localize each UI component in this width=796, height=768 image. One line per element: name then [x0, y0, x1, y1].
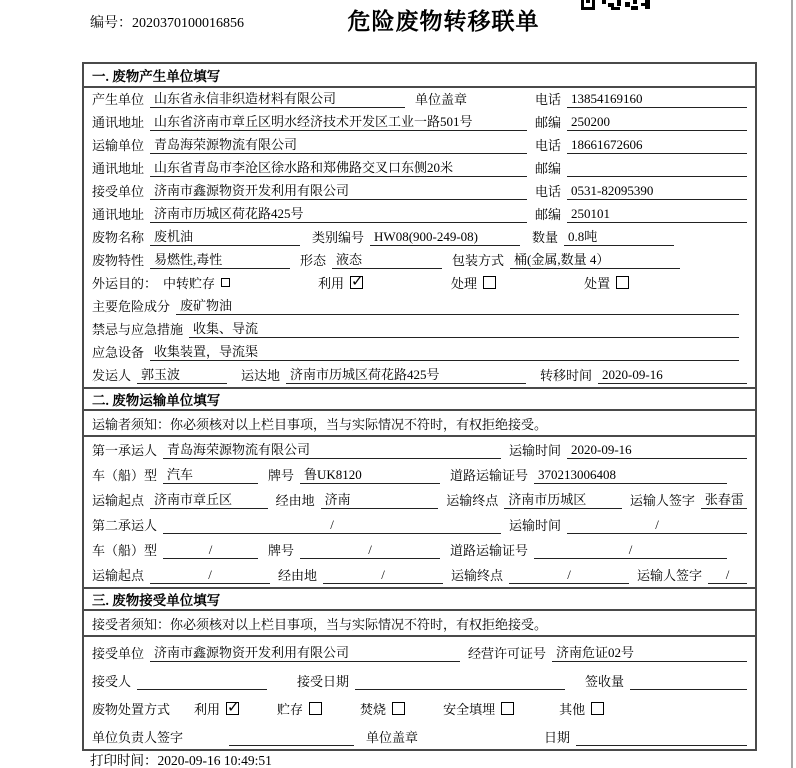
print-time-label: 打印时间： — [90, 753, 158, 768]
purpose-option-label: 处理 — [451, 276, 478, 291]
route1-row — [84, 487, 755, 512]
sign2-field: / — [708, 567, 747, 584]
hazard-field: 废矿物油 — [176, 295, 739, 315]
purpose-option-transfer-storage — [163, 273, 230, 292]
character-field: 易燃性,毒性 — [150, 249, 290, 269]
vehicle2-field: / — [163, 542, 258, 559]
transporter-notice: 运输者须知：你必须核对以上栏目事项，当与实际情况不符时，有权拒绝接受。 — [84, 411, 755, 437]
waste-name-row — [84, 226, 755, 249]
section1-header: 一. 废物产生单位填写 — [84, 64, 755, 88]
checkbox-disposal-incinerate[interactable] — [392, 702, 405, 715]
road-cert1-field: 370213006408 — [534, 467, 727, 484]
equipment-label: 应急设备 — [92, 345, 145, 360]
shipper-label: 发运人 — [92, 368, 132, 383]
packing-field: 桶(金属,数量 4） — [510, 249, 680, 269]
origin2-label: 运输起点 — [92, 568, 145, 583]
plate2-field: / — [300, 542, 440, 559]
purpose-option-label: 利用 — [318, 276, 345, 291]
origin1-field: 济南市章丘区 — [150, 489, 268, 509]
accept-date-label: 接受日期 — [297, 674, 350, 689]
road-cert2-field: / — [534, 542, 727, 559]
checkbox-dispose[interactable] — [616, 276, 629, 289]
disposal-option-landfill — [443, 699, 514, 718]
via1-field: 济南 — [321, 489, 439, 509]
responsible-sign-label: 单位负责人签字 — [92, 730, 184, 745]
license-field: 济南危证02号 — [552, 642, 747, 662]
addr3-field: 济南市历城区荷花路425号 — [150, 203, 527, 223]
disposal-row — [84, 693, 755, 721]
time2-label: 运输时间 — [508, 518, 561, 533]
waste-character-row — [84, 249, 755, 272]
receiver-label: 接受单位 — [92, 184, 145, 199]
accept-date-field — [355, 674, 565, 690]
license-label: 经营许可证号 — [467, 646, 546, 661]
hazard-label: 主要危险成分 — [92, 299, 171, 314]
zip2-label: 邮编 — [534, 161, 561, 176]
producer-label: 产生单位 — [92, 92, 145, 107]
category-label: 类别编号 — [312, 230, 365, 245]
qr-code-partial — [581, 0, 651, 11]
phone2-field: 18661672606 — [567, 137, 747, 154]
via1-label: 经由地 — [275, 493, 315, 508]
checkbox-disposal-other[interactable] — [591, 702, 604, 715]
vehicle2-label: 车（船）型 — [92, 543, 158, 558]
zip1-field: 250200 — [567, 114, 747, 131]
receipt-qty-field — [630, 674, 747, 690]
transporter-row — [84, 134, 755, 157]
vehicle1-field: 汽车 — [163, 464, 258, 484]
carrier1-row — [84, 437, 755, 462]
transporter-label: 运输单位 — [92, 138, 145, 153]
section2-header: 二. 废物运输单位填写 — [84, 387, 755, 411]
checkbox-utilize[interactable] — [350, 276, 363, 289]
end2-field: / — [509, 567, 629, 584]
end1-field: 济南市历城区 — [504, 489, 622, 509]
time1-field: 2020-09-16 — [567, 442, 747, 459]
disposal-option-utilize — [194, 699, 239, 718]
plate2-label: 牌号 — [268, 543, 295, 558]
via2-field: / — [323, 567, 443, 584]
acceptor-label: 接受人 — [92, 674, 132, 689]
purpose-row — [84, 272, 755, 295]
phone1-label: 电话 — [534, 92, 561, 107]
purpose-option-dispose — [584, 273, 629, 292]
zip3-label: 邮编 — [534, 207, 561, 222]
zip3-field: 250101 — [567, 206, 747, 223]
addr1-label: 通讯地址 — [92, 115, 145, 130]
equipment-field: 收集装置，导流渠 — [150, 341, 739, 361]
serial-value: 2020370100016856 — [132, 16, 244, 31]
disposal-option-incinerate — [360, 699, 405, 718]
shipper-field: 郭玉波 — [137, 364, 227, 384]
transporter-field: 青岛海荣源物流有限公司 — [150, 134, 527, 154]
waste-name-label: 废物名称 — [92, 230, 145, 245]
phone1-field: 13854169160 — [567, 91, 747, 108]
responsible-sign-row — [84, 721, 755, 749]
checkbox-disposal-store[interactable] — [309, 702, 322, 715]
disposal-option-store — [277, 699, 322, 718]
receiver-notice: 接受者须知：你必须核对以上栏目事项，当与实际情况不符时，有权拒绝接受。 — [84, 611, 755, 637]
window-right-edge — [791, 0, 793, 768]
carrier2-field: / — [163, 517, 501, 534]
road-cert1-label: 道路运输证号 — [450, 468, 529, 483]
phone3-label: 电话 — [534, 184, 561, 199]
print-time — [90, 749, 272, 768]
print-time-value: 2020-09-16 10:49:51 — [157, 753, 272, 768]
purpose-label: 外运目的： — [92, 276, 158, 291]
addr2-field: 山东省青岛市李沧区徐水路和郑佛路交叉口东侧20米 — [150, 157, 527, 177]
serial-label: 编号： — [90, 16, 132, 31]
disposal-option-label: 贮存 — [277, 702, 304, 717]
receiver-address-row — [84, 203, 755, 226]
addr3-label: 通讯地址 — [92, 207, 145, 222]
disposal-option-label: 其他 — [559, 702, 586, 717]
unit-seal-label: 单位盖章 — [415, 92, 468, 107]
checkbox-transfer-storage[interactable] — [221, 278, 230, 287]
taboo-label: 禁忌与应急措施 — [92, 322, 184, 337]
checkbox-disposal-utilize[interactable] — [226, 702, 239, 715]
end2-label: 运输终点 — [451, 568, 504, 583]
taboo-row — [84, 318, 755, 341]
checkbox-disposal-landfill[interactable] — [501, 702, 514, 715]
section3-header: 三. 废物接受单位填写 — [84, 587, 755, 611]
character-label: 废物特性 — [92, 253, 145, 268]
addr1-field: 山东省济南市章丘区明水经济技术开发区工业一路501号 — [150, 111, 527, 131]
carrier2-row — [84, 512, 755, 537]
vehicle1-row — [84, 462, 755, 487]
sign1-label: 运输人签字 — [629, 493, 695, 508]
receipt-qty-label: 签收量 — [585, 674, 625, 689]
disposal-option-label: 安全填埋 — [443, 702, 496, 717]
hazard-row — [84, 295, 755, 318]
disposal-label: 废物处置方式 — [92, 702, 171, 717]
receiver-field: 济南市鑫源物资开发利用有限公司 — [150, 180, 527, 200]
accept-unit-field: 济南市鑫源物资开发利用有限公司 — [150, 642, 460, 662]
sign1-field: 张春雷 — [701, 489, 747, 509]
form-label: 形态 — [300, 253, 327, 268]
disposal-option-label: 利用 — [194, 702, 221, 717]
carrier2-label: 第二承运人 — [92, 518, 158, 533]
road-cert2-label: 道路运输证号 — [450, 543, 529, 558]
transfer-time-label: 转移时间 — [540, 368, 593, 383]
addr2-label: 通讯地址 — [92, 161, 145, 176]
destination-field: 济南市历城区荷花路425号 — [286, 364, 526, 384]
taboo-field: 收集、导流 — [189, 318, 739, 338]
quantity-field: 0.8吨 — [564, 226, 674, 246]
purpose-option-label: 中转贮存 — [163, 276, 216, 291]
zip2-field — [567, 161, 747, 177]
disposal-option-label: 焚烧 — [360, 702, 387, 717]
carrier1-label: 第一承运人 — [92, 443, 158, 458]
transfer-time-field: 2020-09-16 — [598, 367, 747, 384]
waste-name-field: 废机油 — [150, 226, 300, 246]
purpose-option-utilize — [318, 273, 363, 292]
sign2-label: 运输人签字 — [637, 568, 703, 583]
producer-row — [84, 88, 755, 111]
phone3-field: 0531-82095390 — [567, 183, 747, 200]
vehicle2-row — [84, 537, 755, 562]
equipment-row — [84, 341, 755, 364]
receiver-row — [84, 180, 755, 203]
disposal-option-other — [559, 699, 604, 718]
route2-row — [84, 562, 755, 587]
acceptor-row — [84, 665, 755, 693]
origin2-field: / — [150, 567, 270, 584]
checkbox-treat[interactable] — [483, 276, 496, 289]
phone2-label: 电话 — [534, 138, 561, 153]
acceptor-field — [137, 674, 267, 690]
vehicle1-label: 车（船）型 — [92, 468, 158, 483]
category-field: HW08(900-249-08) — [370, 229, 520, 246]
shipper-row — [84, 364, 755, 387]
form-field: 液态 — [332, 249, 442, 269]
manifest-form — [82, 62, 757, 751]
unit-seal2-label: 单位盖章 — [366, 730, 419, 745]
transporter-address-row — [84, 157, 755, 180]
destination-label: 运达地 — [241, 368, 281, 383]
origin1-label: 运输起点 — [92, 493, 145, 508]
accept-unit-row — [84, 637, 755, 665]
end1-label: 运输终点 — [446, 493, 499, 508]
accept-unit-label: 接受单位 — [92, 646, 145, 661]
via2-label: 经由地 — [278, 568, 318, 583]
plate1-label: 牌号 — [268, 468, 295, 483]
plate1-field: 鲁UK8120 — [300, 464, 440, 484]
packing-label: 包装方式 — [452, 253, 505, 268]
purpose-option-label: 处置 — [584, 276, 611, 291]
producer-field: 山东省永信非织造材料有限公司 — [150, 88, 405, 108]
quantity-label: 数量 — [532, 230, 559, 245]
page-title: 危险废物转移联单 — [347, 9, 540, 34]
time1-label: 运输时间 — [508, 443, 561, 458]
date-field — [576, 730, 747, 746]
purpose-option-treat — [451, 273, 496, 292]
date-label: 日期 — [544, 730, 571, 745]
responsible-sign-field — [229, 730, 354, 746]
carrier1-field: 青岛海荣源物流有限公司 — [163, 439, 501, 459]
time2-field: / — [567, 517, 747, 534]
zip1-label: 邮编 — [534, 115, 561, 130]
producer-address-row — [84, 111, 755, 134]
